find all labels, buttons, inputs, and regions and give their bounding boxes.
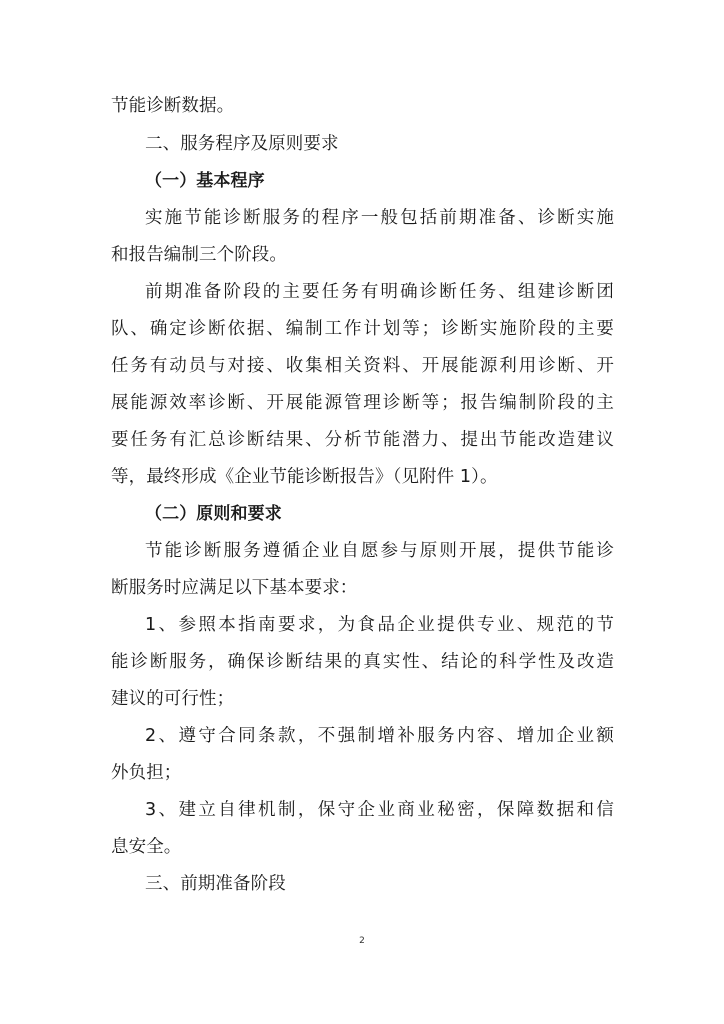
text-line: 节能诊断数据。: [111, 96, 235, 116]
paragraph-line: 和报告编制三个阶段。: [111, 245, 287, 265]
list-item-line: 2、遵守合同条款，不强制增补服务内容、增加企业额: [145, 726, 614, 746]
section-heading: 三、前期准备阶段: [145, 874, 286, 894]
paragraph-line: 队、确定诊断依据、编制工作计划等；诊断实施阶段的主要: [111, 319, 614, 339]
list-item-line: 3、建立自律机制，保守企业商业秘密，保障数据和信: [145, 800, 614, 820]
subsection-heading: （一）基本程序: [145, 171, 265, 191]
subsection-heading: （二）原则和要求: [145, 504, 282, 524]
section-heading: 二、服务程序及原则要求: [145, 134, 339, 154]
list-item-line: 1、参照本指南要求，为食品企业提供专业、规范的节: [145, 615, 614, 635]
paragraph-line: 前期准备阶段的主要任务有明确诊断任务、组建诊断团: [145, 282, 614, 302]
paragraph-line: 断服务时应满足以下基本要求：: [111, 578, 358, 598]
paragraph-line: 任务有动员与对接、收集相关资料、开展能源利用诊断、开: [111, 356, 614, 376]
paragraph-line: 等，最终形成《企业节能诊断报告》（见附件 1）。: [111, 467, 498, 487]
paragraph-line: 节能诊断服务遵循企业自愿参与原则开展，提供节能诊: [145, 541, 614, 561]
list-item-line: 能诊断服务，确保诊断结果的真实性、结论的科学性及改造: [111, 652, 614, 672]
list-item-line: 建议的可行性；: [111, 689, 235, 709]
list-item-line: 息安全。: [111, 837, 182, 857]
paragraph-line: 展能源效率诊断、开展能源管理诊断等；报告编制阶段的主: [111, 393, 614, 413]
paragraph-line: 实施节能诊断服务的程序一般包括前期准备、诊断实施: [145, 208, 614, 228]
page-number: 2: [359, 936, 365, 946]
list-item-line: 外负担；: [111, 763, 182, 783]
paragraph-line: 要任务有汇总诊断结果、分析节能潜力、提出节能改造建议: [111, 430, 614, 450]
